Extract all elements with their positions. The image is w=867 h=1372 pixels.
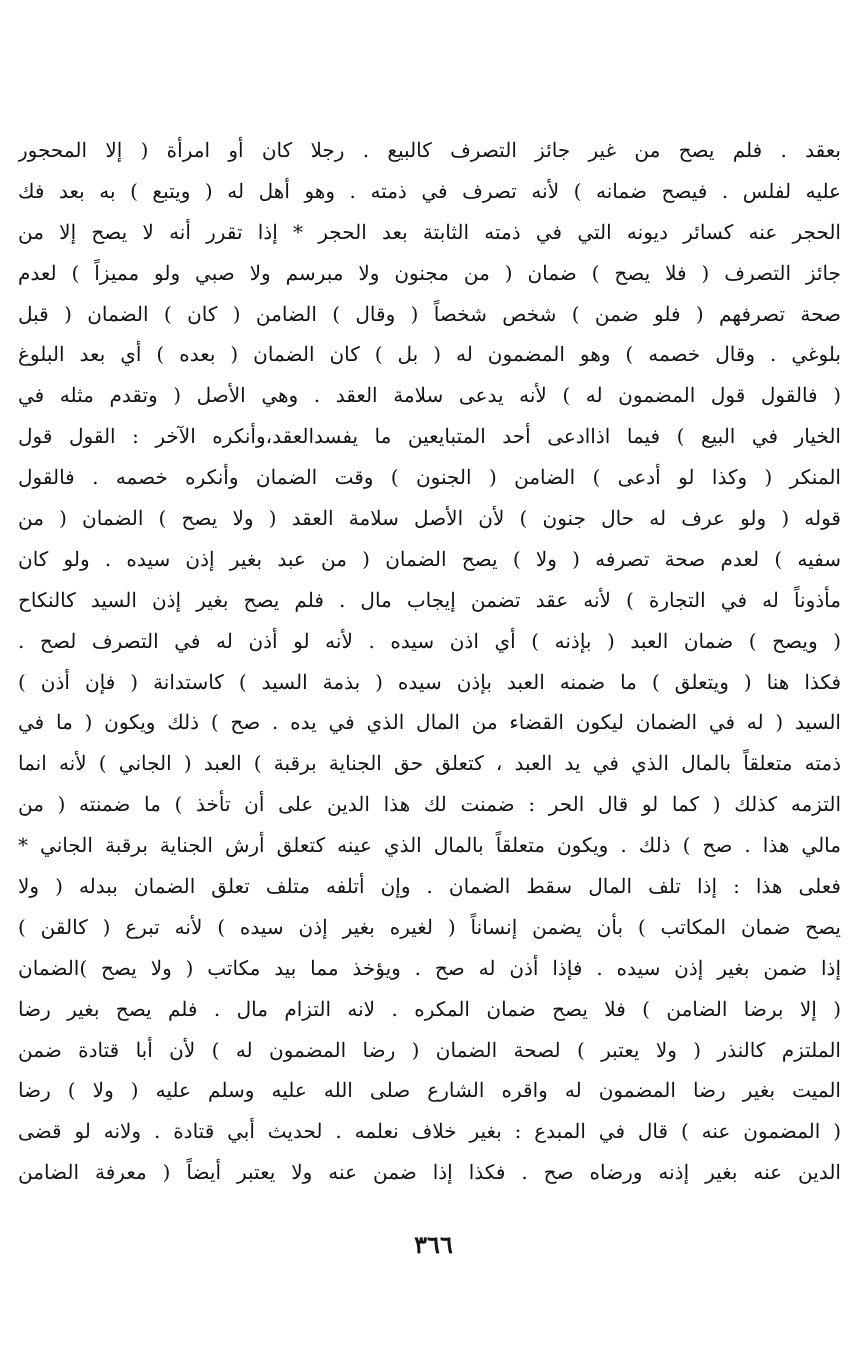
text-line-9: المنكر ( وكذا لو أدعى ) الضامن ( الجنون ) وقت الضمان وأنكره خصمه . فالقول [18, 465, 841, 490]
text-line-1: بعقد . فلم يصح من غير جائز التصرف كالبيع . رجلا كان أو امرأة ( إلا المحجور [18, 138, 841, 162]
text-line-17: التزمه كذلك ( كما لو قال الحر : ضمنت لك هذا الدين على أن تأخذ ) ما ضمنته ( من [18, 792, 841, 817]
text-line-16: ذمته متعلقاً بالمال الذي في يد العبد ، كتعلق حق الجناية برقبة ) العبد ( الجاني ) لأنه انما [18, 751, 841, 776]
text-line-14: فكذا هنا ( ويتعلق ) ما ضمنه العبد بإذن سيده ( بذمة السيد ) كاستدانة ( فإن أذن ) [18, 669, 841, 694]
text-line-13: ( ويصح ) ضمان العبد ( بإذنه ) أي اذن سيده . لأنه لو أذن له في التصرف لصح . [18, 628, 841, 653]
text-line-3: الحجر عنه كسائر ديونه التي في ذمته الثابتة بعد الحجر * إذا تقرر أنه لا يصح إلا من [18, 219, 841, 244]
text-line-20: يصح ضمان المكاتب ) بأن يضمن إنساناً ( لغيره بغير إذن سيده ) لأنه تبرع ( كالقن ) [18, 914, 841, 939]
text-line-25: ( المضمون عنه ) قال في المبدع : بغير خلاف نعلمه . لحديث أبي قتادة . ولانه لو قضى [18, 1119, 841, 1144]
text-line-2: عليه لفلس . فيصح ضمانه ) لأنه تصرف في ذمته . وهو أهل له ( ويتبع ) به بعد فك [18, 178, 841, 203]
text-line-23: الملتزم كالنذر ( ولا يعتبر ) لصحة الضمان ( رضا المضمون له ) لأن أبا قتادة ضمن [18, 1037, 841, 1062]
body-text [18, 130, 841, 1193]
text-line-21: إذا ضمن بغير إذن سيده . فإذا أذن له صح . ويؤخذ مما بيد مكاتب ( ولا يصح )الضمان [18, 955, 841, 980]
text-line-10: قوله ( ولو عرف له حال جنون ) لأن الأصل سلامة العقد ( ولا يصح ) الضمان ( من [18, 506, 841, 531]
text-line-19: فعلى هذا : إذا تلف المال سقط الضمان . وإن أتلفه متلف تعلق الضمان ببدله ( ولا [18, 874, 841, 899]
text-line-8: الخيار في البيع ) فيما اذاادعى أحد المتبايعين ما يفسدالعقد،وأنكره الآخر : القول قول [18, 424, 841, 449]
text-line-5: صحة تصرفهم ( فلو ضمن ) شخص شخصاً ( وقال ) الضامن ( كان ) الضمان ( قبل [18, 301, 841, 326]
text-line-24: الميت بغير رضا المضمون له واقره الشارع صلى الله عليه وسلم عليه ( ولا ) رضا [18, 1078, 841, 1103]
text-line-7: ( فالقول قول المضمون له ) لأنه يدعى سلامة العقد . وهي الأصل ( وتقدم مثله في [18, 383, 841, 408]
text-line-11: سفيه ) لعدم صحة تصرفه ( ولا ) يصح الضمان ( من عبد بغير إذن سيده . ولو كان [18, 546, 841, 571]
text-line-22: ( إلا برضا الضامن ) فلا يصح ضمان المكره . لانه التزام مال . فلم يصح بغير رضا [18, 996, 841, 1021]
text-line-15: السيد ( له في الضمان ليكون القضاء من المال الذي في يده . صح ) ذلك ويكون ( ما في [18, 710, 841, 735]
text-line-12: مأذوناً له في التجارة ) لأنه عقد تضمن إيجاب مال . فلم يصح بغير إذن السيد كالنكاح [18, 587, 841, 612]
text-line-18: مالي هذا . صح ) ذلك . ويكون متعلقاً بالمال الذي عينه كتعلق أرش الجناية برقبة الجاني * [18, 833, 841, 858]
text-line-4: جائز التصرف ( فلا يصح ) ضمان ( من مجنون ولا مبرسم ولا صبي ولو مميزاً ) لعدم [18, 260, 841, 285]
page-number: ٣٦٦ [414, 1230, 453, 1259]
text-line-26: الدين عنه بغير إذنه ورضاه صح . فكذا إذا ضمن عنه ولا يعتبر أيضاً ( معرفة الضامن [18, 1160, 841, 1185]
text-line-6: بلوغي . وقال خصمه ) وهو المضمون له ( بل ) كان الضمان ( بعده ) أي بعد البلوغ [18, 342, 841, 367]
